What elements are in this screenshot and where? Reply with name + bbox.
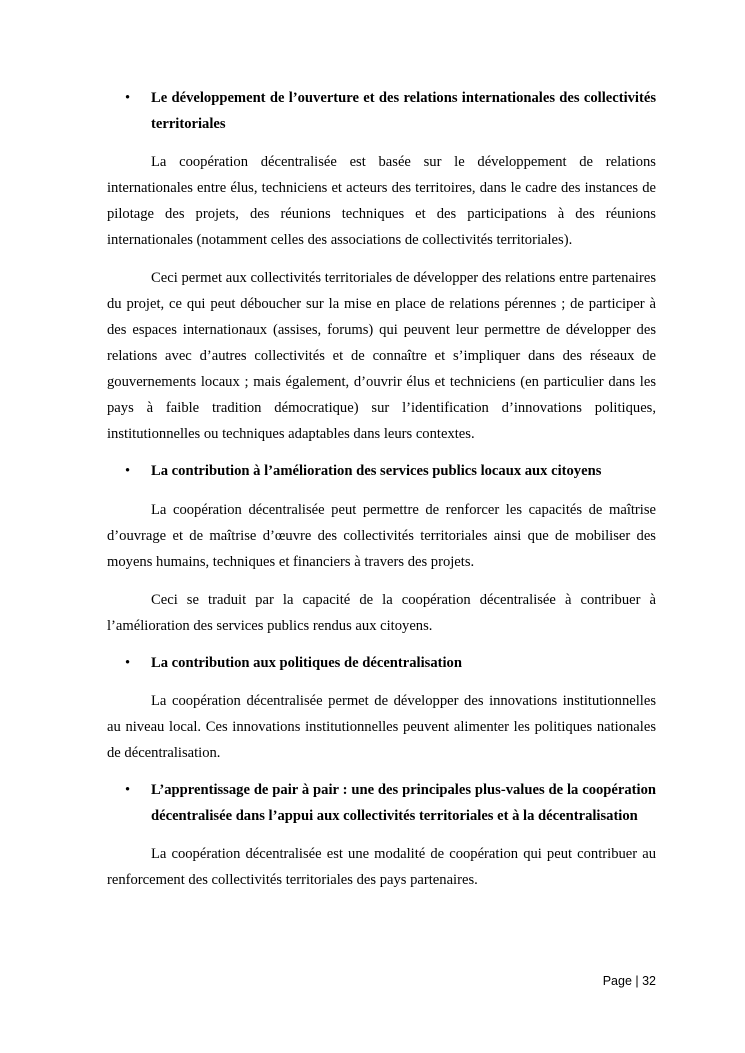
bullet-icon: •	[125, 654, 131, 671]
section-heading	[107, 651, 656, 677]
paragraph: La coopération décentralisée est basée sur le développement de relations internationales entre élus, techniciens et acteurs des territoires, dans le cadre des instances de pilotage des projets, des réunions techniques et des participations à des réunions internationales (notamment celles des associations de collectivités territoriales).	[107, 154, 656, 248]
section-heading	[107, 86, 656, 137]
section-heading-text: L’apprentissage de pair à pair : une des principales plus-values de la coopération décentralisée dans l’appui aux collectivités territoriales et à la décentralisation	[151, 782, 656, 824]
section-heading	[107, 778, 656, 829]
bullet-icon: •	[125, 90, 131, 106]
document-body	[107, 86, 656, 893]
paragraph: La coopération décentralisée peut permettre de renforcer les capacités de maîtrise d’ouvrage et de maîtrise d’œuvre des collectivités territoriales ainsi que de mobiliser des moyens humains, techniques et financiers à travers des projets.	[107, 501, 656, 570]
paragraph: La coopération décentralisée permet de développer des innovations institutionnelles au niveau local. Ces innovations institutionnelles peuvent alimenter les politiques nationales de décentralisation.	[107, 693, 656, 761]
paragraph: La coopération décentralisée est une modalité de coopération qui peut contribuer au renforcement des collectivités territoriales des pays partenaires.	[107, 846, 656, 888]
bullet-icon: •	[125, 463, 131, 479]
bullet-icon: •	[125, 782, 131, 798]
section-heading-text: La contribution à l’amélioration des services publics locaux aux citoyens	[151, 463, 602, 479]
paragraph: Ceci se traduit par la capacité de la coopération décentralisée à contribuer à l’amélioration des services publics rendus aux citoyens.	[107, 591, 656, 634]
paragraph: Ceci permet aux collectivités territoriales de développer des relations entre partenaires du projet, ce qui peut déboucher sur la mise en place de relations pérennes ; de participer à des espaces internationaux (assises, forums) qui peuvent leur permettre de développer des relations avec d’autres collectivités et de connaître et s’impliquer dans des réseaux de gouvernements locaux ; mais également, d’ouvrir élus et techniciens (en particulier dans les pays à faible tradition démocratique) sur l’identification d’innovations politiques, institutionnelles ou techniques adaptables dans leurs contextes.	[107, 270, 656, 442]
page-number: Page | 32	[602, 974, 656, 988]
section-heading	[107, 459, 656, 485]
section-heading-text: Le développement de l’ouverture et des relations internationales des collectivités territoriales	[151, 90, 656, 132]
section-heading-text: La contribution aux politiques de décentralisation	[151, 654, 462, 671]
